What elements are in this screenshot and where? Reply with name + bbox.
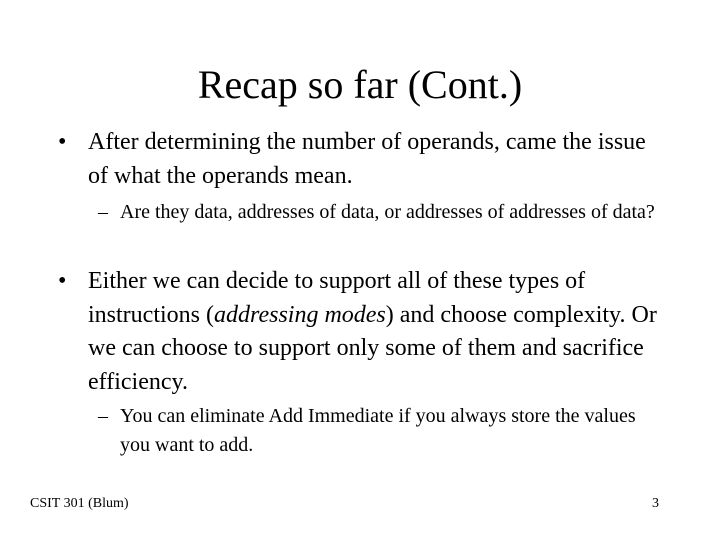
bullet-marker: • <box>58 268 67 294</box>
sub-bullet-2-text: You can eliminate Add Immediate if you always store the values you want to add. <box>120 405 636 456</box>
footer-page-number: 3 <box>652 496 659 511</box>
sub-bullet-1 <box>98 198 658 227</box>
slide-title: Recap so far (Cont.) <box>197 62 523 107</box>
bullet-2-text-before: Either we can decide to support all of these types of instructions ( <box>88 268 586 328</box>
sub-bullet-marker: – <box>98 201 108 223</box>
bullet-2-text <box>88 265 658 399</box>
sub-bullet-2 <box>98 402 658 460</box>
footer-course: CSIT 301 (Blum) <box>30 496 129 511</box>
sub-bullet-1-text: Are they data, addresses of data, or addresses of addresses of data? <box>120 201 655 223</box>
bullet-1-text: After determining the number of operands, came the issue of what the operands mean. <box>88 129 646 189</box>
bullet-marker: • <box>58 129 67 155</box>
bullet-2-text-after: ) and choose complexity. Or we can choose to support only some of them and sacrifice efficiency. <box>88 301 657 395</box>
bullet-2 <box>58 265 658 399</box>
sub-bullet-marker: – <box>98 405 108 427</box>
bullet-2-text-italic: addressing modes <box>214 301 386 328</box>
bullet-1 <box>58 126 658 193</box>
